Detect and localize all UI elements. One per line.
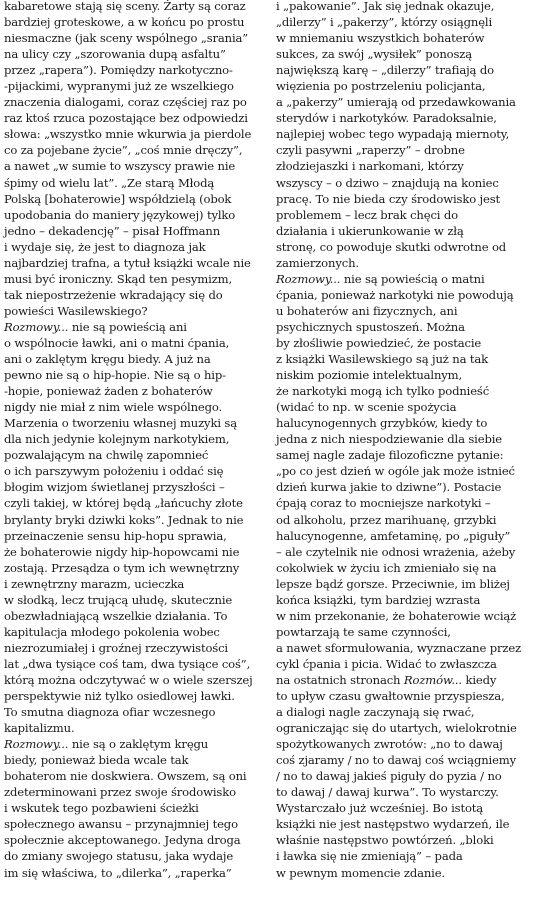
line-text: dzień kurwa jakie to dziwne”). Postacie bbox=[276, 480, 502, 495]
line-text: którą można odczytywać w o wiele szerszej bbox=[4, 672, 253, 687]
text-line bbox=[4, 158, 266, 174]
text-line bbox=[4, 768, 266, 784]
line-text: kabaretowe stają się sceny. Żarty są coraz bbox=[4, 0, 246, 13]
text-line bbox=[4, 800, 266, 816]
line-text: kapitalizmu. bbox=[4, 721, 75, 736]
line-text: niskim poziomie intelektualnym, bbox=[276, 368, 463, 383]
line-text: coś zjaramy / no to dawaj coś wciągniemy bbox=[276, 753, 517, 768]
line-text: zamierzonych. bbox=[276, 255, 359, 270]
text-line bbox=[4, 640, 266, 656]
line-text: książki nie jest następstwo wydarzeń, ile bbox=[276, 817, 510, 832]
text-line bbox=[276, 303, 533, 319]
text-line bbox=[276, 576, 533, 592]
line-text: -hopie, ponieważ żaden z bohaterów bbox=[4, 384, 213, 399]
text-line bbox=[4, 848, 266, 864]
italic-title: Rozmowy... bbox=[276, 271, 341, 286]
text-line bbox=[4, 110, 266, 126]
text-line bbox=[4, 528, 266, 544]
text-line bbox=[4, 816, 266, 832]
text-line bbox=[276, 415, 533, 431]
line-text: im się właściwa, to „dilerka”, „raperka” bbox=[4, 865, 232, 880]
line-text: pewno nie są o hip-hopie. Nie są o hip- bbox=[4, 368, 226, 383]
text-line bbox=[4, 30, 266, 46]
text-line bbox=[276, 431, 533, 447]
text-line bbox=[276, 335, 533, 351]
text-line bbox=[276, 752, 533, 768]
text-line bbox=[276, 351, 533, 367]
line-text: że bohaterowie nigdy hip-hopowcami nie bbox=[4, 544, 240, 559]
line-text: kiedy bbox=[461, 672, 497, 687]
line-text: zostają. Przesądza o tym ich wewnętrzny bbox=[4, 560, 240, 575]
text-line bbox=[276, 0, 533, 14]
line-text: „po co jest dzień w ogóle jak może istnieć bbox=[276, 464, 515, 479]
line-text: więzienia po postrzeleniu policjanta, bbox=[276, 79, 486, 94]
text-line bbox=[4, 431, 266, 447]
line-text: i „pakowanie”. Jak się jednak okazuje, bbox=[276, 0, 495, 13]
text-line bbox=[4, 415, 266, 431]
line-text: „dilerzy” i „pakerzy”, którzy osiągnęli bbox=[276, 15, 493, 30]
text-line bbox=[276, 688, 533, 704]
text-line bbox=[276, 287, 533, 303]
text-line bbox=[4, 784, 266, 800]
line-text: jedna z nich niespodziewanie dla siebie bbox=[276, 432, 502, 447]
line-text: Marzenia o tworzeniu własnej muzyki są bbox=[4, 416, 237, 431]
text-line bbox=[276, 255, 533, 271]
line-text: sterydów i narkotyków. Paradoksalnie, bbox=[276, 111, 497, 126]
text-line bbox=[4, 383, 266, 399]
line-text: by złośliwie powiedzieć, że postacie bbox=[276, 335, 482, 350]
line-text: wszyscy – o dziwo – znajdują na koniec bbox=[276, 175, 499, 190]
line-text: upodobania do maniery językowej) tylko bbox=[4, 207, 236, 222]
text-line bbox=[4, 544, 266, 560]
text-line bbox=[276, 560, 533, 576]
line-text: złodziejaszki i narkomani, którzy bbox=[276, 159, 464, 174]
line-text: właśnie następstwo powtórzeń. „bloki bbox=[276, 833, 494, 848]
line-text: raz ktoś rzuca pozostające bez odpowiedzi bbox=[4, 111, 248, 126]
line-text: powieści Wasilewskiego? bbox=[4, 303, 148, 318]
text-line bbox=[276, 624, 533, 640]
text-line bbox=[276, 672, 533, 688]
line-text: sukces, za swój „wysiłek” ponoszą bbox=[276, 47, 473, 62]
line-text: czyli pasywni „raperzy” – drobne bbox=[276, 143, 465, 158]
text-line bbox=[276, 319, 533, 335]
line-text: działania i ukierunkowanie w złą bbox=[276, 223, 464, 238]
line-text: jedno – dekadencję” – pisał Hoffmann bbox=[4, 223, 221, 238]
line-text: nie są powieścią o matni bbox=[340, 271, 485, 286]
line-text: społecznie akceptowanego. Jedyna droga bbox=[4, 833, 241, 848]
line-text: Polską [bohaterowie] współdzielą (obok bbox=[4, 191, 232, 206]
line-text: błogim wizjom świetlanej przyszłości – bbox=[4, 480, 225, 495]
line-text: a „pakerzy” umierają od przedawkowania bbox=[276, 95, 516, 110]
line-text: ćpania, ponieważ narkotyki nie powodują bbox=[276, 287, 514, 302]
text-line bbox=[276, 816, 533, 832]
text-line bbox=[4, 62, 266, 78]
line-text: kapitulacja młodego pokolenia wobec bbox=[4, 624, 220, 639]
line-text: z książki Wasilewskiego są już na tak bbox=[276, 352, 489, 367]
line-text: a nawet „w sumie to wszyscy prawie nie bbox=[4, 159, 236, 174]
text-line bbox=[4, 175, 266, 191]
text-line bbox=[4, 752, 266, 768]
text-line bbox=[4, 94, 266, 110]
line-text: w słodką, lecz trującą ułudę, skutecznie bbox=[4, 592, 233, 607]
line-text: – ale czytelnik nie odnosi wrażenia, ażeby bbox=[276, 544, 516, 559]
line-text: i zewnętrzny marazm, ucieczka bbox=[4, 576, 185, 591]
line-text: a dialogi nagle zaczynają się rwać, bbox=[276, 705, 475, 720]
text-line bbox=[276, 608, 533, 624]
text-line bbox=[276, 175, 533, 191]
text-line bbox=[4, 271, 266, 287]
line-text: To smutna diagnoza ofiar wczesnego bbox=[4, 705, 216, 720]
text-line bbox=[276, 447, 533, 463]
text-line bbox=[276, 528, 533, 544]
text-line bbox=[276, 592, 533, 608]
line-text: musi być ironiczny. Skąd ten pesymizm, bbox=[4, 271, 233, 286]
line-text: ograniczając się do utartych, wielokrotnie bbox=[276, 721, 517, 736]
line-text: słowa: „wszystko mnie wkurwia ja pierdole bbox=[4, 127, 252, 142]
line-text: (widać to np. w scenie spożycia bbox=[276, 400, 457, 415]
line-text: halucynogenne, amfetaminę, po „piguły” bbox=[276, 528, 511, 543]
text-line bbox=[4, 576, 266, 592]
text-line bbox=[4, 479, 266, 495]
text-line bbox=[276, 544, 533, 560]
line-text: lat „dwa tysiące coś tam, dwa tysiące coś”, bbox=[4, 656, 251, 671]
italic-title: Rozmowy... bbox=[4, 737, 69, 752]
text-line bbox=[4, 0, 266, 14]
line-text: perspektywie niż tylko osiedlowej ławki. bbox=[4, 689, 235, 704]
line-text: dla nich jedynie kolejnym narkotykiem, bbox=[4, 432, 230, 447]
text-line bbox=[276, 142, 533, 158]
text-line bbox=[276, 207, 533, 223]
text-line bbox=[4, 656, 266, 672]
text-line bbox=[4, 335, 266, 351]
line-text: zdeterminowani przez swoje środowisko bbox=[4, 785, 236, 800]
text-line bbox=[276, 223, 533, 239]
line-text: że narkotyki mogą ich tylko podnieść bbox=[276, 384, 490, 399]
line-text: pozwalającym na chwilę zapomnieć bbox=[4, 448, 209, 463]
text-line bbox=[276, 367, 533, 383]
text-line bbox=[276, 865, 533, 881]
text-line bbox=[276, 656, 533, 672]
line-text: i wydaje się, że jest to diagnoza jak bbox=[4, 239, 206, 254]
line-text: stronę, co powoduje skutki odwrotne od bbox=[276, 239, 507, 254]
text-line bbox=[276, 110, 533, 126]
text-line bbox=[276, 848, 533, 864]
text-line bbox=[4, 832, 266, 848]
line-text: przez „rapera”). Pomiędzy narkotyczno- bbox=[4, 63, 233, 78]
text-line bbox=[4, 319, 266, 335]
text-line bbox=[4, 447, 266, 463]
text-line bbox=[276, 62, 533, 78]
text-line bbox=[4, 78, 266, 94]
text-line bbox=[276, 704, 533, 720]
line-text: społecznego awansu – przynajmniej tego bbox=[4, 817, 238, 832]
text-line bbox=[276, 720, 533, 736]
text-line bbox=[4, 592, 266, 608]
line-text: pracę. To nie bieda czy środowisko jest bbox=[276, 191, 501, 206]
text-line bbox=[4, 239, 266, 255]
text-line bbox=[4, 223, 266, 239]
text-line bbox=[276, 512, 533, 528]
line-text: brylanty bryki dziwki koks”. Jednak to nie bbox=[4, 512, 244, 527]
line-text: znaczenia dialogami, coraz częściej raz po bbox=[4, 95, 247, 110]
line-text: śpimy od wielu lat”. „Ze starą Młodą bbox=[4, 175, 215, 190]
line-text: największą karę – „dilerzy” trafiają do bbox=[276, 63, 494, 78]
line-text: samej nagle zadaje filozoficzne pytanie: bbox=[276, 448, 504, 463]
text-line bbox=[276, 30, 533, 46]
line-text: niesmaczne (jak sceny wspólnego „srania” bbox=[4, 31, 249, 46]
line-text: nie są powieścią ani bbox=[68, 319, 187, 334]
text-line bbox=[276, 784, 533, 800]
line-text: na ulicy czy „szorowania dupą asfaltu” bbox=[4, 47, 226, 62]
text-line bbox=[4, 367, 266, 383]
text-line bbox=[4, 14, 266, 30]
line-text: w pewnym momencie zdanie. bbox=[276, 865, 445, 880]
text-line bbox=[4, 704, 266, 720]
text-line bbox=[276, 640, 533, 656]
italic-title: Rozmów... bbox=[403, 672, 462, 687]
italic-title: Rozmowy... bbox=[4, 319, 69, 334]
text-line bbox=[4, 463, 266, 479]
text-line bbox=[276, 479, 533, 495]
line-text: bardziej groteskowe, a w końcu po prostu bbox=[4, 15, 245, 30]
line-text: cokolwiek w życiu ich zmieniało się na bbox=[276, 560, 497, 575]
text-line bbox=[4, 720, 266, 736]
text-line bbox=[4, 688, 266, 704]
line-text: -pijackimi, wypranymi już ze wszelkiego bbox=[4, 79, 234, 94]
text-line bbox=[4, 624, 266, 640]
line-text: najlepiej wobec tego wypadają miernoty, bbox=[276, 127, 510, 142]
text-line bbox=[4, 495, 266, 511]
line-text: to dawaj / dawaj kurwa”. To wystarczy. bbox=[276, 785, 499, 800]
line-text: / no to dawaj jakieś piguły do pyzia / no bbox=[276, 769, 502, 784]
line-text: bohaterom nie doskwiera. Owszem, są oni bbox=[4, 769, 247, 784]
line-text: czyli takiej, w której będą „łańcuchy złote bbox=[4, 496, 243, 511]
line-text: to upływ czasu gwałtownie przyspiesza, bbox=[276, 689, 505, 704]
text-line bbox=[276, 239, 533, 255]
text-line bbox=[276, 399, 533, 415]
text-line bbox=[276, 383, 533, 399]
line-text: co za pojebane życie”, „coś mnie dręczy”, bbox=[4, 143, 243, 158]
line-text: w nim przekonanie, że bohaterowie wciąż bbox=[276, 608, 517, 623]
text-line bbox=[276, 78, 533, 94]
line-text: niezrozumiałej i groźnej rzeczywistości bbox=[4, 640, 228, 655]
line-text: spożytkowanych zwrotów: „no to dawaj bbox=[276, 737, 503, 752]
text-line bbox=[4, 287, 266, 303]
text-line bbox=[276, 736, 533, 752]
line-text: problemem – lecz brak chęci do bbox=[276, 207, 459, 222]
line-text: halucynogennych grzybków, kiedy to bbox=[276, 416, 488, 431]
line-text: na ostatnich stronach bbox=[276, 672, 404, 687]
line-text: najbardziej trafna, a tytuł książki wcale nie bbox=[4, 255, 251, 270]
line-text: u bohaterów ani fizycznych, ani bbox=[276, 303, 458, 318]
right-text-column bbox=[276, 0, 533, 881]
text-line bbox=[4, 126, 266, 142]
line-text: biedy, ponieważ bieda wcale tak bbox=[4, 753, 189, 768]
line-text: końca książki, tym bardziej wzrasta bbox=[276, 592, 481, 607]
line-text: nie są o zaklętym kręgu bbox=[68, 737, 209, 752]
text-line bbox=[276, 463, 533, 479]
line-text: w mniemaniu wszystkich bohaterów bbox=[276, 31, 485, 46]
text-line bbox=[4, 399, 266, 415]
text-line bbox=[4, 736, 266, 752]
line-text: do zmiany swojego statusu, jaka wydaje bbox=[4, 849, 234, 864]
text-line bbox=[4, 560, 266, 576]
line-text: i ławka się nie zmieniają” – pada bbox=[276, 849, 463, 864]
line-text: i wskutek tego pozbawieni ścieżki bbox=[4, 801, 199, 816]
text-line bbox=[276, 126, 533, 142]
line-text: o ich parszywym położeniu i oddać się bbox=[4, 464, 224, 479]
text-line bbox=[4, 46, 266, 62]
text-line bbox=[4, 191, 266, 207]
line-text: a nawet sformułowania, wyznaczane przez bbox=[276, 640, 522, 655]
text-line bbox=[276, 800, 533, 816]
line-text: psychicznych spustoszeń. Można bbox=[276, 319, 465, 334]
line-text: tak niepostrzeżenie wkradający się do bbox=[4, 287, 223, 302]
line-text: o wspólnocie ławki, ani o matni ćpania, bbox=[4, 335, 230, 350]
line-text: powtarzają te same czynności, bbox=[276, 624, 451, 639]
line-text: nigdy nie miał z nim wiele wspólnego. bbox=[4, 400, 223, 415]
text-line bbox=[276, 158, 533, 174]
text-line bbox=[4, 351, 266, 367]
text-line bbox=[4, 255, 266, 271]
text-line bbox=[4, 512, 266, 528]
text-line bbox=[4, 303, 266, 319]
line-text: Wystarczało już wcześniej. Bo istotą bbox=[276, 801, 484, 816]
line-text: ćpają coraz to mocniejsze narkotyki – bbox=[276, 496, 491, 511]
line-text: obezwładniającą wszelkie działania. To bbox=[4, 608, 228, 623]
line-text: od alkoholu, przez marihuanę, grzybki bbox=[276, 512, 497, 527]
text-line bbox=[4, 142, 266, 158]
text-line bbox=[276, 495, 533, 511]
text-line bbox=[276, 191, 533, 207]
line-text: ani o zaklętym kręgu biedy. A już na bbox=[4, 352, 211, 367]
text-line bbox=[276, 271, 533, 287]
text-line bbox=[4, 865, 266, 881]
line-text: przeinaczenie sensu hip-hopu sprawia, bbox=[4, 528, 227, 543]
text-line bbox=[4, 608, 266, 624]
line-text: lepsze bądź gorsze. Przeciwnie, im bliżej bbox=[276, 576, 510, 591]
text-line bbox=[276, 46, 533, 62]
text-line bbox=[276, 94, 533, 110]
text-line bbox=[4, 207, 266, 223]
text-line bbox=[276, 832, 533, 848]
text-line bbox=[276, 768, 533, 784]
line-text: cykl ćpania i picia. Widać to zwłaszcza bbox=[276, 656, 497, 671]
text-line bbox=[4, 672, 266, 688]
left-text-column bbox=[4, 0, 266, 881]
text-line bbox=[276, 14, 533, 30]
